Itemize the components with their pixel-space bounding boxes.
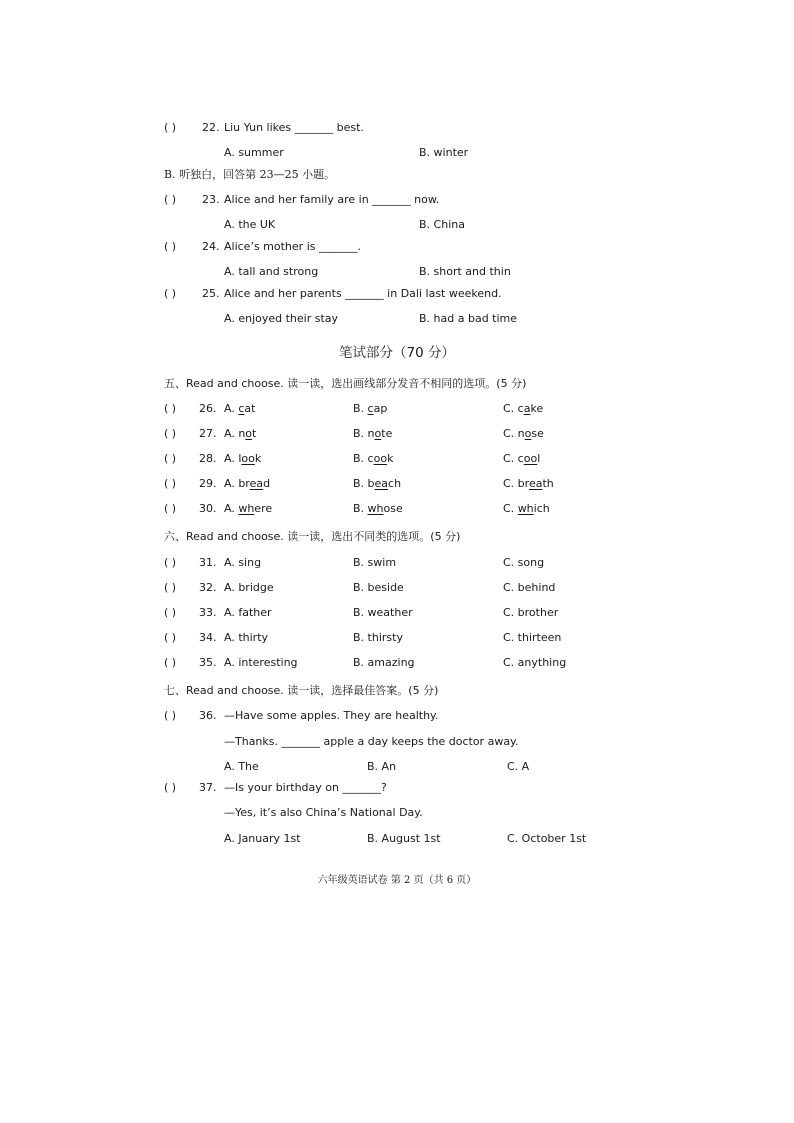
dialogue-line-1: —Is your birthday on _______? (224, 781, 387, 794)
option-c: C. behind (503, 581, 556, 594)
underlined-letters: ea (249, 477, 264, 490)
answer-bracket: ( ) (164, 121, 177, 134)
question-text: Alice’s mother is _______. (224, 240, 361, 253)
option-b: B. cook (353, 452, 394, 465)
option-a: A. father (224, 606, 272, 619)
word-rest: ap (373, 402, 388, 415)
question-number: 22. (202, 121, 220, 134)
option-a: A. bridge (224, 581, 274, 594)
answer-bracket: ( ) (164, 193, 177, 206)
answer-bracket: ( ) (164, 781, 177, 794)
section-7-heading: 七、Read and choose. 读一读，选择最佳答案。(5 分) (164, 684, 439, 697)
answer-bracket: ( ) (164, 656, 177, 669)
option-c: C. nose (503, 427, 544, 440)
question-number: 35. (199, 656, 217, 669)
question-number: 32. (199, 581, 217, 594)
underlined-letters: a (523, 402, 531, 415)
question-number: 31. (199, 556, 217, 569)
question-number: 33. (199, 606, 217, 619)
option-c: C. A (507, 760, 530, 773)
option-b: B. beside (353, 581, 404, 594)
option-c: C. which (503, 502, 550, 515)
answer-bracket: ( ) (164, 631, 177, 644)
option-b: B. had a bad time (419, 312, 518, 325)
option-b: B. swim (353, 556, 397, 569)
question-text: Alice and her family are in _______ now. (224, 193, 440, 206)
underlined-letters: o (245, 427, 253, 440)
option-b: B. note (353, 427, 393, 440)
underlined-letters: ea (528, 477, 543, 490)
answer-bracket: ( ) (164, 452, 177, 465)
word-rest: at (244, 402, 256, 415)
underlined-letters: oo (241, 452, 255, 465)
option-b: B. beach (353, 477, 402, 490)
question-number: 37. (199, 781, 217, 794)
underlined-letters: wh (517, 502, 534, 515)
answer-bracket: ( ) (164, 709, 177, 722)
option-c: C. brother (503, 606, 559, 619)
dialogue-line-1: —Have some apples. They are healthy. (224, 709, 439, 722)
underlined-letters: ea (374, 477, 389, 490)
underlined-letters: oo (373, 452, 388, 465)
option-b: B. weather (353, 606, 413, 619)
question-number: 23. (202, 193, 220, 206)
section-b-heading: B. 听独白，回答第 23—25 小题。 (164, 168, 336, 181)
option-a: A. sing (224, 556, 262, 569)
page-footer: 六年级英语试卷 第 2 页（共 6 页） (317, 875, 477, 886)
option-b: B. cap (353, 402, 388, 415)
underlined-letters: o (524, 427, 532, 440)
option-a: A. summer (224, 146, 284, 159)
dialogue-line-2: —Thanks. _______ apple a day keeps the doctor away. (224, 735, 519, 748)
underlined-letters: oo (523, 452, 538, 465)
option-c: C. thirteen (503, 631, 562, 644)
section-6-heading: 六、Read and choose. 读一读，选出不同类的选项。(5 分) (164, 530, 461, 543)
answer-bracket: ( ) (164, 502, 177, 515)
option-b: B. amazing (353, 656, 415, 669)
question-number: 24. (202, 240, 220, 253)
underlined-letters: c (238, 402, 245, 415)
question-number: 30. (199, 502, 217, 515)
underlined-letters: c (367, 402, 374, 415)
question-number: 25. (202, 287, 220, 300)
written-part-title: 笔试部分（70 分） (339, 345, 455, 361)
question-number: 28. (199, 452, 217, 465)
option-a: A. look (224, 452, 262, 465)
option-a: A. cat (224, 402, 256, 415)
answer-bracket: ( ) (164, 402, 177, 415)
underlined-letters: o (374, 427, 382, 440)
option-b: B. August 1st (367, 832, 441, 845)
underlined-letters: wh (238, 502, 255, 515)
option-a: A. enjoyed their stay (224, 312, 339, 325)
question-text: Liu Yun likes _______ best. (224, 121, 364, 134)
section-5-heading: 五、Read and choose. 读一读，选出画线部分发音不相同的选项。(5 分) (164, 377, 527, 390)
answer-bracket: ( ) (164, 581, 177, 594)
question-number: 26. (199, 402, 217, 415)
question-text: Alice and her parents _______ in Dali last weekend. (224, 287, 502, 300)
option-a: A. January 1st (224, 832, 301, 845)
option-c: C. October 1st (507, 832, 587, 845)
answer-bracket: ( ) (164, 477, 177, 490)
answer-bracket: ( ) (164, 556, 177, 569)
option-a: A. tall and strong (224, 265, 319, 278)
answer-bracket: ( ) (164, 287, 177, 300)
option-c: C. anything (503, 656, 567, 669)
option-a: A. where (224, 502, 273, 515)
question-number: 34. (199, 631, 217, 644)
option-b: B. thirsty (353, 631, 403, 644)
option-c: C. cake (503, 402, 544, 415)
question-number: 29. (199, 477, 217, 490)
option-a: A. not (224, 427, 257, 440)
option-a: A. The (224, 760, 259, 773)
option-a: A. the UK (224, 218, 276, 231)
dialogue-line-2: —Yes, it’s also China’s National Day. (224, 806, 423, 819)
answer-bracket: ( ) (164, 606, 177, 619)
option-c: C. cool (503, 452, 541, 465)
option-a: A. interesting (224, 656, 298, 669)
option-b: B. whose (353, 502, 403, 515)
option-a: A. bread (224, 477, 271, 490)
underlined-letters: wh (367, 502, 384, 515)
question-number: 27. (199, 427, 217, 440)
option-c: C. breath (503, 477, 554, 490)
answer-bracket: ( ) (164, 427, 177, 440)
question-number: 36. (199, 709, 217, 722)
option-b: B. An (367, 760, 397, 773)
option-c: C. song (503, 556, 545, 569)
option-b: B. winter (419, 146, 469, 159)
option-a: A. thirty (224, 631, 269, 644)
answer-bracket: ( ) (164, 240, 177, 253)
option-b: B. short and thin (419, 265, 511, 278)
option-b: B. China (419, 218, 465, 231)
